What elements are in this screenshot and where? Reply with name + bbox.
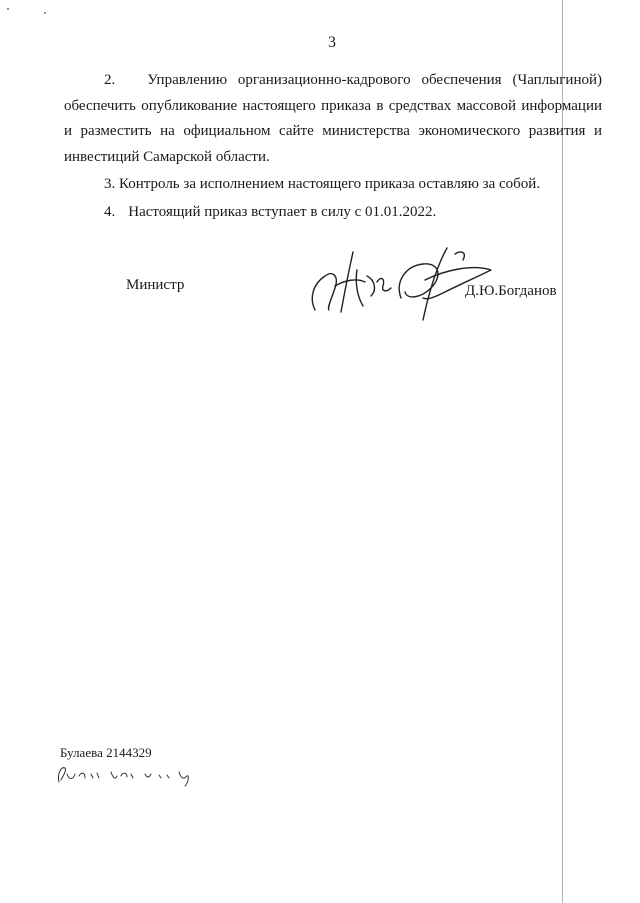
paragraph-4 <box>64 200 602 226</box>
signatory-title: Министр <box>126 277 185 293</box>
paragraph-2 <box>64 68 602 170</box>
paragraph-3 <box>64 172 602 198</box>
page-number: 3 <box>328 34 336 51</box>
paragraph-2-number: 2. <box>104 72 116 88</box>
paragraph-4-number: 4. <box>104 204 116 220</box>
scan-specks <box>0 0 60 20</box>
paragraph-4-text: Настоящий приказ вступает в силу с 01.01.2022. <box>128 204 437 220</box>
signatory-name: Д.Ю.Богданов <box>465 283 557 299</box>
paragraph-3-text: Контроль за исполнением настоящего приказа оставляю за собой. <box>119 176 541 192</box>
paragraph-3-number: 3. <box>104 176 116 192</box>
paragraph-2-text: Управлению организационно-кадрового обеспечения (Чаплыгиной) обеспечить опубликование настоящего приказа в средствах массовой информации и разместить на официальном сайте министерства экономического развития и инвестиций Самарской области. <box>64 72 602 165</box>
handwritten-note <box>55 762 195 790</box>
executor-info: Булаева 2144329 <box>60 745 152 760</box>
